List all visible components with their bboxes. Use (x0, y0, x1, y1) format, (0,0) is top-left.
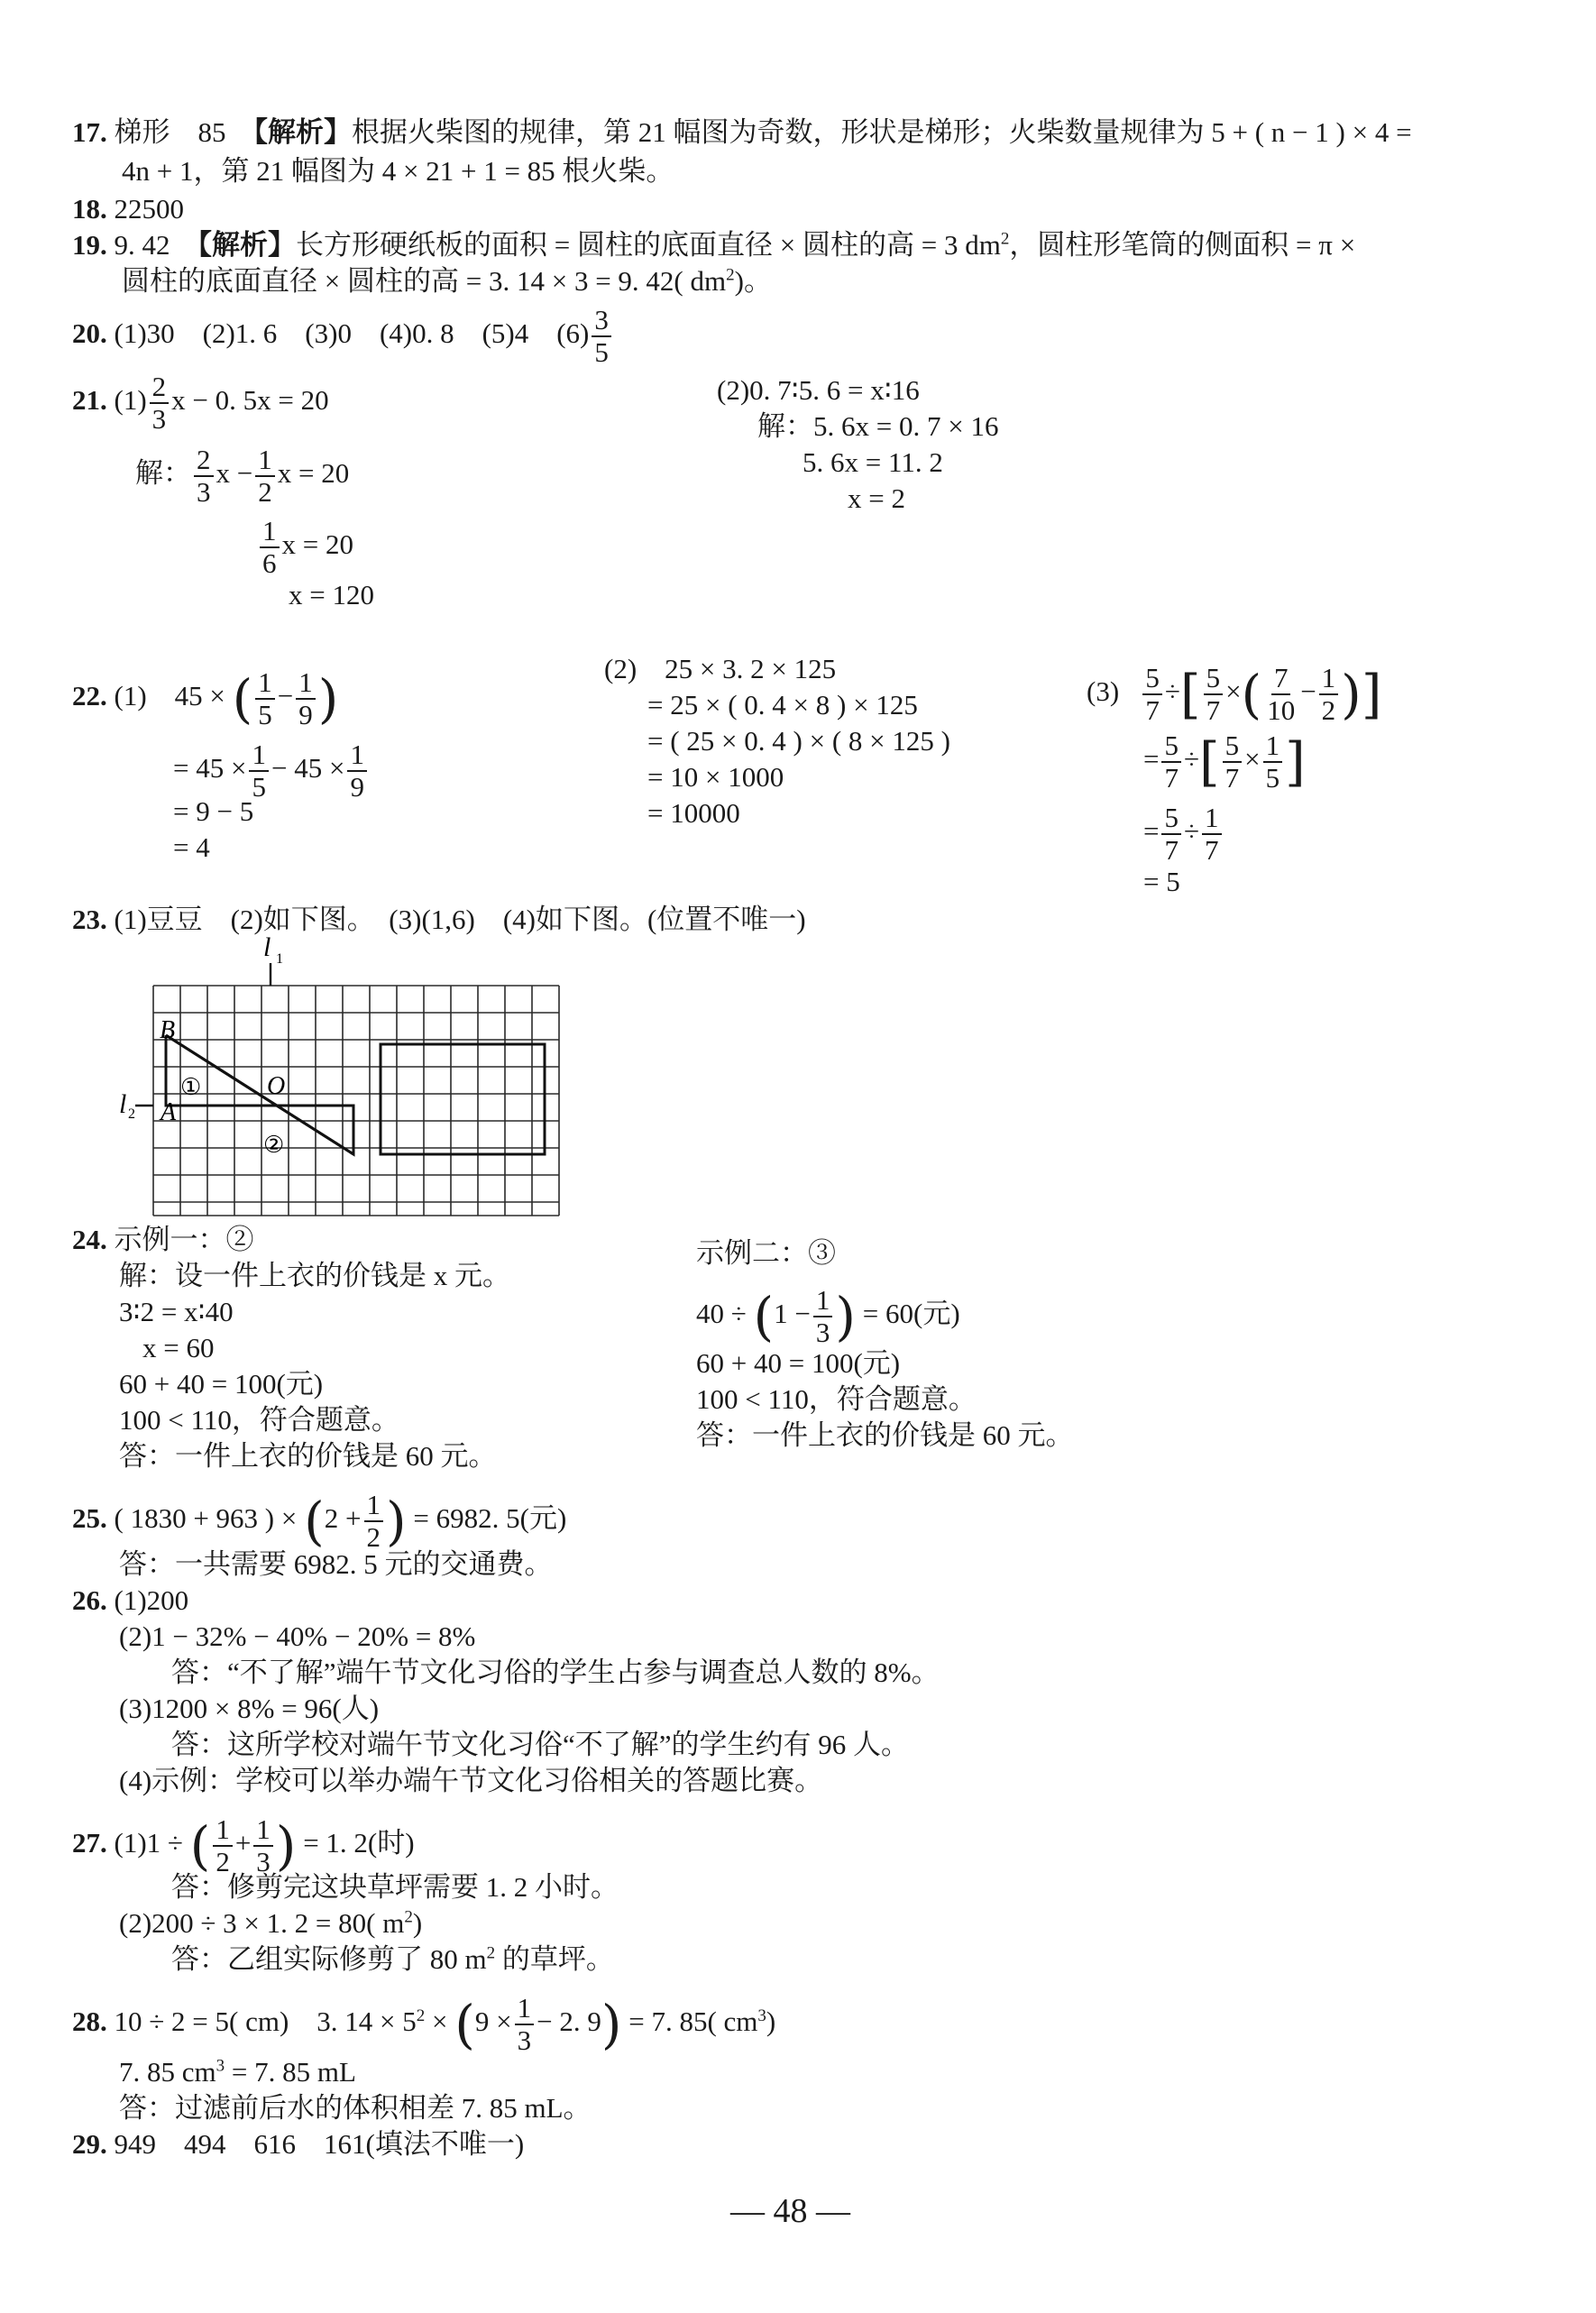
q22-p3-head: (3) (1087, 675, 1120, 708)
q24-example1-head: 示例一：② (114, 1224, 254, 1255)
frac-den: 9 (298, 699, 313, 730)
div: ÷ (1164, 675, 1180, 708)
frac-den: 7 (1225, 762, 1240, 794)
q24-right-l1b: 1 − (774, 1298, 811, 1330)
q21-jie: 解： (135, 457, 191, 490)
q20-line (72, 305, 614, 368)
eq: = (1143, 815, 1160, 848)
label-l1: l (263, 936, 271, 962)
q17-number: 17. (72, 116, 107, 148)
times: × (1225, 675, 1242, 708)
q28-sup2: 3 (757, 2006, 766, 2025)
q23-number: 23. (72, 904, 107, 935)
q28-line2 (119, 2054, 356, 2090)
q21-p2-line1: (2)0. 7∶5. 6 = x∶16 (717, 374, 920, 406)
frac-den: 5 (258, 699, 272, 730)
q21-frac2 (194, 445, 214, 508)
q25-l1b: 2 + (324, 1502, 362, 1535)
frac-num: 1 (364, 1490, 384, 1522)
label-l2-sub: 2 (128, 1106, 135, 1122)
q21-p1-eq: x − 0. 5x = 20 (171, 384, 329, 417)
plus: + (234, 1827, 252, 1859)
q21-eq3: x = 20 (281, 528, 353, 561)
q22-p1-line4: = 4 (173, 831, 210, 863)
q22-p3-line2 (1143, 730, 1306, 794)
q21-p1-line4: x = 120 (289, 579, 374, 610)
q24-left-line7: 答：一件上衣的价钱是 60 元。 (119, 1440, 497, 1472)
q27-number: 27. (72, 1827, 107, 1859)
q27-l3a: (2)200 ÷ 3 × 1. 2 = 80( m (119, 1907, 405, 1939)
frac-den: 7 (1205, 834, 1219, 866)
frac-den: 2 (216, 1846, 230, 1877)
q17-analysis-text: 根据火柴图的规律，第 21 幅图为奇数，形状是梯形；火柴数量规律为 5 + ( n − 1 ) × 4 = (352, 116, 1412, 148)
right-paren: ) (317, 668, 339, 730)
left-paren: ( (232, 668, 253, 730)
frac-num: 1 (255, 445, 275, 477)
q23-answers: (1)豆豆 (2)如下图。 (3)(1,6) (4)如下图。(位置不唯一) (114, 904, 806, 935)
q27-l3b: ) (412, 1907, 423, 1939)
q18-number: 18. (72, 193, 107, 225)
label-l1-sub: 1 (276, 951, 283, 967)
q29-number: 29. (72, 2128, 107, 2160)
q22-p2-line1: (2) 25 × 3. 2 × 125 (604, 653, 837, 684)
label-circle-1: ① (180, 1074, 202, 1100)
frac (813, 1285, 833, 1348)
label-l2: l (119, 1089, 127, 1119)
q21-p1-label: (1) (114, 384, 147, 417)
frac (296, 667, 316, 730)
q25-l1a: ( 1830 + 963 ) × (114, 1502, 298, 1535)
q28-l1d: − 2. 9 (537, 2006, 601, 2038)
div: ÷ (1183, 815, 1199, 848)
label-B: B (160, 1016, 176, 1044)
q26-line5: 答：这所学校对端午节文化习俗“不了解”的学生约有 96 人。 (171, 1729, 910, 1760)
frac-den: 7 (1145, 694, 1160, 726)
q26-line4: (3)1200 × 8% = 96(人) (119, 1693, 380, 1724)
shapes (166, 1035, 545, 1154)
eq: = (1143, 743, 1160, 776)
q27-l3-sup: 2 (404, 1907, 413, 1927)
q20-number: 20. (72, 317, 107, 350)
q21-p1-line3 (257, 516, 353, 579)
q22-number: 22. (72, 680, 107, 712)
div: ÷ (1183, 743, 1199, 776)
q28-l1e: = 7. 85( cm (628, 2006, 758, 2038)
frac-num: 2 (194, 445, 214, 477)
left-paren: ( (454, 1994, 475, 2055)
q22-p1-head: (1) 45 × (114, 680, 225, 712)
q29-answer: 949 494 616 161(填法不唯一) (114, 2128, 525, 2160)
frac (347, 739, 367, 803)
left-paren: ( (189, 1815, 211, 1877)
q24-left-line6: 100 < 110，符合题意。 (119, 1404, 399, 1436)
left-bracket: [ (1199, 731, 1220, 793)
q27-l4a: 答：乙组实际修剪了 80 m (171, 1943, 487, 1975)
q28-l1c: 9 × (474, 2006, 512, 2038)
q28-sup1: 2 (416, 2006, 426, 2025)
left-paren: ( (1241, 664, 1262, 725)
frac-den: 2 (1321, 694, 1336, 726)
frac (253, 1814, 273, 1877)
frac (1142, 663, 1162, 726)
q24-right-line2: 60 + 40 = 100(元) (696, 1347, 901, 1379)
times: × (1244, 743, 1261, 776)
q28-l1a: 10 ÷ 2 = 5( cm) 3. 14 × 5 (114, 2006, 417, 2038)
right-paren: ) (386, 1491, 407, 1552)
q28-line1 (72, 1993, 775, 2056)
right-paren: ) (275, 1815, 297, 1877)
frac-den: 3 (197, 476, 211, 508)
left-paren: ( (753, 1286, 775, 1347)
minus: − (277, 680, 294, 712)
q21-frac-den: 3 (151, 403, 167, 435)
q21-p1-line2 (135, 445, 349, 508)
label-O: O (267, 1072, 286, 1100)
q21-eq2: x = 20 (277, 457, 350, 490)
q19-analysis-label: 【解析】 (197, 229, 296, 261)
q27-line2: 答：修剪完这块草坪需要 1. 2 小时。 (171, 1871, 619, 1903)
frac-num: 5 (1223, 730, 1243, 763)
q24-left-line3: 3∶2 = x∶40 (119, 1296, 234, 1327)
frac (1161, 730, 1181, 794)
q26-line1 (72, 1583, 188, 1619)
frac-den: 5 (1265, 762, 1280, 794)
q18-answer: 22500 (114, 193, 184, 225)
q21-p1-line1 (72, 372, 329, 435)
frac-den: 7 (1164, 834, 1179, 866)
q17-line2: 4n + 1，第 21 幅图为 4 × 21 + 1 = 85 根火柴。 (122, 155, 674, 187)
frac-den: 10 (1267, 694, 1296, 726)
q27-line1 (72, 1814, 415, 1877)
q24-right-l1c: = 60(元) (862, 1298, 960, 1330)
frac-den: 5 (252, 771, 266, 803)
frac-den: 7 (1206, 694, 1221, 726)
q24-left-line2: 解：设一件上衣的价钱是 x 元。 (119, 1260, 510, 1291)
q22-p3-line3 (1143, 803, 1225, 866)
q19-analysis-text2: ，圆柱形笔筒的侧面积 = π × (1009, 229, 1356, 261)
frac-num: 5 (1161, 803, 1181, 835)
q19-analysis-text: 长方形硬纸板的面积 = 圆柱的底面直径 × 圆柱的高 = 3 dm (296, 229, 1001, 261)
frac (1161, 803, 1181, 866)
q17-analysis-label: 【解析】 (253, 116, 352, 148)
q24-left-line1 (72, 1222, 254, 1258)
q19-number: 19. (72, 229, 107, 261)
q21-number: 21. (72, 384, 107, 417)
q20-answers: (1)30 (2)1. 6 (3)0 (4)0. 8 (5)4 (6) (114, 317, 590, 350)
q26-line3: 答：“不了解”端午节文化习俗的学生占参与调查总人数的 8%。 (171, 1657, 940, 1688)
q18-line (72, 191, 184, 227)
frac-num: 1 (515, 1993, 535, 2025)
q22-p2-line2: = 25 × ( 0. 4 × 8 ) × 125 (647, 689, 918, 721)
frac-num: 1 (296, 667, 316, 700)
q22-p1-line1 (72, 667, 338, 730)
q24-right-line1 (696, 1285, 960, 1348)
q29-line (72, 2126, 524, 2162)
q19-sup2: 2 (726, 265, 735, 285)
q23-line (72, 902, 806, 938)
frac-num: 1 (249, 739, 269, 772)
q28-l2a: 7. 85 cm (119, 2056, 216, 2088)
q22-p2-line5: = 10000 (647, 797, 740, 829)
q21-frac (150, 372, 170, 435)
q25-line2: 答：一共需要 6982. 5 元的交通费。 (119, 1548, 553, 1580)
q22-p3-line1 (1087, 663, 1381, 726)
frac-num: 7 (1271, 663, 1291, 695)
q19-answer: 9. 42 (114, 229, 198, 261)
q21-frac4 (260, 516, 280, 579)
frac-num: 1 (1202, 803, 1222, 835)
q26-number: 26. (72, 1584, 107, 1616)
q17-answer: 梯形 85 (114, 116, 254, 148)
frac-num: 1 (260, 516, 280, 548)
q22-p2-line4: = 10 × 1000 (647, 761, 784, 793)
q24-right-head: 示例二：③ (696, 1237, 836, 1269)
q22-p1-l2b: − 45 × (271, 752, 345, 785)
q23-grid-figure (108, 936, 586, 1225)
q28-number: 28. (72, 2006, 107, 2038)
frac-num: 1 (213, 1814, 233, 1847)
frac (1263, 730, 1283, 794)
q26-line2: (2)1 − 32% − 40% − 20% = 8% (119, 1620, 476, 1652)
q22-p2-line3: = ( 25 × 0. 4 ) × ( 8 × 125 ) (647, 725, 950, 757)
frac-num: 1 (255, 667, 275, 700)
left-bracket: [ (1179, 664, 1201, 725)
frac-num: 1 (813, 1285, 833, 1317)
frac-num: 5 (1142, 663, 1162, 695)
frac (1202, 803, 1222, 866)
q26-part1: (1)200 (114, 1584, 189, 1616)
q20-frac-den: 5 (594, 336, 609, 368)
q28-l2-sup: 3 (216, 2056, 225, 2076)
grid-lines (153, 986, 559, 1216)
q27-l1c: = 1. 2(时) (303, 1827, 415, 1859)
q22-p1-l2a: = 45 × (173, 752, 247, 785)
q27-l4b: 的草坪。 (495, 1943, 614, 1975)
frac-num: 1 (347, 739, 367, 772)
q19-sup1: 2 (1000, 229, 1010, 249)
q20-frac-num: 3 (592, 305, 611, 337)
q28-l1f: ) (766, 2006, 776, 2038)
frac (1319, 663, 1339, 726)
q25-number: 25. (72, 1502, 107, 1535)
q24-left-line5: 60 + 40 = 100(元) (119, 1368, 324, 1400)
q27-line4 (171, 1941, 614, 1978)
q25-line1 (72, 1490, 566, 1553)
q27-line3 (119, 1905, 422, 1941)
frac (364, 1490, 384, 1553)
q19-line2-end: )。 (734, 265, 772, 297)
rectangle-shape (381, 1044, 545, 1154)
right-bracket: ] (1285, 731, 1306, 793)
q27-l4-sup: 2 (486, 1943, 496, 1963)
frac-den: 9 (350, 771, 364, 803)
frac-num: 1 (1263, 730, 1283, 763)
right-bracket: ] (1361, 664, 1382, 725)
minus: − (1300, 675, 1316, 708)
frac-den: 3 (256, 1846, 271, 1877)
page-number: — 48 — (730, 2192, 850, 2230)
frac-den: 2 (258, 476, 272, 508)
frac-den: 3 (517, 2024, 532, 2056)
frac (255, 667, 275, 730)
right-paren: ) (835, 1286, 857, 1347)
q28-line3: 答：过滤前后水的体积相差 7. 85 mL。 (119, 2092, 592, 2124)
q28-l2b: = 7. 85 mL (225, 2056, 356, 2088)
frac (1264, 663, 1298, 726)
frac-den: 6 (262, 547, 277, 579)
left-paren: ( (304, 1491, 325, 1552)
q26-line6: (4)示例：学校可以举办端午节文化习俗相关的答题比赛。 (119, 1765, 823, 1796)
q24-left-line4: x = 60 (142, 1332, 215, 1363)
q24-right-line4: 答：一件上衣的价钱是 60 元。 (696, 1419, 1074, 1451)
q22-p1-line3: = 9 − 5 (173, 795, 254, 827)
q27-l1a: (1)1 ÷ (114, 1827, 183, 1859)
q24-number: 24. (72, 1224, 107, 1255)
frac (1204, 663, 1224, 726)
q17-line1 (72, 115, 1412, 151)
q21-frac-num: 2 (150, 372, 170, 404)
frac (515, 1993, 535, 2056)
frac-den: 2 (366, 1521, 381, 1553)
q24-right-l1a: 40 ÷ (696, 1298, 747, 1330)
label-circle-2: ② (263, 1132, 285, 1158)
frac (1223, 730, 1243, 794)
frac-num: 1 (253, 1814, 273, 1847)
right-paren: ) (601, 1994, 622, 2055)
q19-line1 (72, 227, 1355, 263)
q24-right-line3: 100 < 110，符合题意。 (696, 1383, 977, 1415)
q21-minus: x − (216, 457, 253, 490)
frac-den: 7 (1164, 762, 1179, 794)
right-paren: ) (1341, 664, 1362, 725)
q19-line2 (122, 263, 772, 299)
frac-den: 3 (815, 1317, 830, 1348)
label-A: A (161, 1098, 177, 1126)
q21-p2-line3: 5. 6x = 11. 2 (803, 446, 943, 478)
frac-num: 5 (1204, 663, 1224, 695)
frac-num: 5 (1161, 730, 1181, 763)
q20-fraction (592, 305, 611, 368)
axis-lines (135, 963, 271, 1106)
q21-p2-line2: 解：5. 6x = 0. 7 × 16 (757, 410, 999, 442)
frac (213, 1814, 233, 1877)
frac-num: 1 (1319, 663, 1339, 695)
q22-p3-line4: = 5 (1143, 866, 1180, 897)
q25-l1c: = 6982. 5(元) (413, 1502, 567, 1535)
q19-line2-text: 圆柱的底面直径 × 圆柱的高 = 3. 14 × 3 = 9. 42( dm (122, 265, 727, 297)
q21-p2-line4: x = 2 (848, 482, 905, 514)
q21-frac3 (255, 445, 275, 508)
q28-l1b: × (425, 2006, 448, 2038)
